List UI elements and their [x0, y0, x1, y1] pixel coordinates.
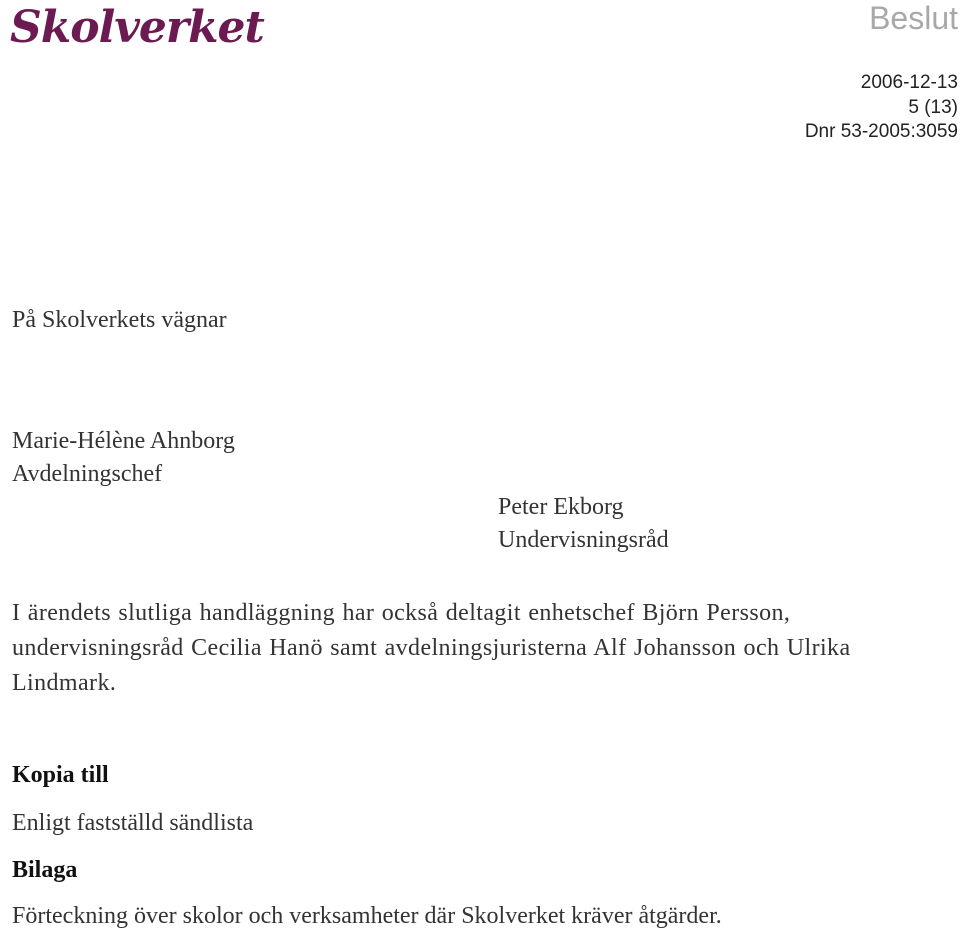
signer1-title: Avdelningschef	[12, 461, 163, 487]
document-meta	[805, 71, 958, 145]
signer2-title: Undervisningsråd	[498, 527, 669, 553]
on-behalf-line: På Skolverkets vägnar	[12, 307, 227, 333]
copy-text: Enligt fastställd sändlista	[12, 810, 254, 836]
signer2-name: Peter Ekborg	[498, 494, 624, 520]
signer1-name: Marie-Hélène Ahnborg	[12, 428, 235, 454]
attachment-text: Förteckning över skolor och verksamheter där Skolverket kräver åtgärder.	[12, 903, 722, 929]
copy-heading: Kopia till	[12, 762, 109, 788]
page-number: 5 (13)	[908, 96, 958, 118]
reference-number: Dnr 53-2005:3059	[804, 121, 958, 142]
attachment-heading: Bilaga	[12, 857, 78, 883]
handling-paragraph: I ärendets slutliga handläggning har också deltagit enhetschef Björn Persson, undervisningsråd Cecilia Hanö samt avdelningsjuristerna Alf Johansson och Ulrika Lindmark.	[12, 600, 851, 696]
document-date: 2006-12-13	[860, 72, 958, 93]
document-type: Beslut	[869, 0, 958, 36]
skolverket-logo: Skolverket	[10, 2, 264, 53]
